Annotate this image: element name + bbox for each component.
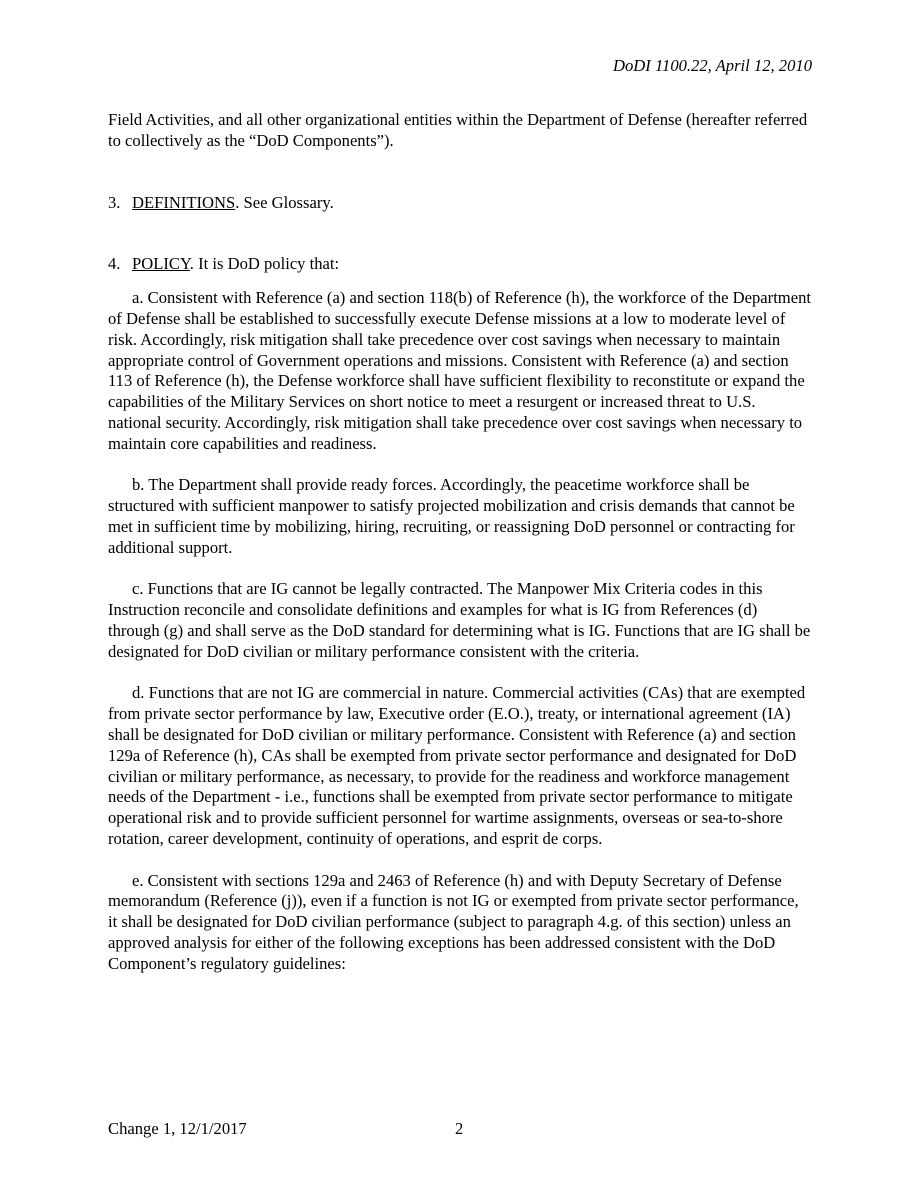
policy-paragraph-d: d. Functions that are not IG are commercial in nature. Commercial activities (CAs) that are exempted from private sector performance by law, Executive order (E.O.), treaty, or international agreement (IA) shall be designated for DoD civilian or military performance. Consistent with Reference (a) and section 129a of Reference (h), CAs shall be exempted from private sector performance and designated for DoD civilian or military performance, as necessary, to provide for the readiness and workforce management needs of the Department - i.e., functions shall be exempted from private sector performance to mitigate operational risk and to provide sufficient personnel for wartime assignments, overseas or sea-to-shore rotation, career development, continuity of operations, and esprit de corps. [108,683,806,848]
policy-paragraph-b: b. The Department shall provide ready forces. Accordingly, the peacetime workforce shall be structured with sufficient manpower to satisfy projected mobilization and crisis demands that cannot be met in sufficient time by mobilizing, hiring, recruiting, or reassigning DoD personnel or contracting for additional support. [108,475,795,557]
page-number: 2 [455,1119,464,1138]
section-policy [108,254,812,275]
section-text: . See Glossary. [235,192,334,212]
section-text: . It is DoD policy that: [189,254,340,274]
section-heading-definitions: DEFINITIONS [132,192,236,212]
section-heading-policy: POLICY [132,254,190,274]
body-text [108,110,812,995]
section-number: 4. [108,254,121,274]
running-header: DoDI 1100.22, April 12, 2010 [613,56,812,75]
continuation-paragraph: Field Activities, and all other organizational entities within the Department of Defense (hereafter referred to collectively as the “DoD Components”). [108,110,808,150]
policy-paragraph-e: e. Consistent with sections 129a and 2463 of Reference (h) and with Deputy Secretary of Defense memorandum (Reference (j)), even if a function is not IG or exempted from private sector performance, it shall be designated for DoD civilian performance (subject to paragraph 4.g. of this section) unless an approved analysis for either of the following exceptions has been addressed consistent with the DoD Component’s regulatory guidelines: [108,870,799,973]
section-definitions [108,193,812,214]
policy-paragraph-c: c. Functions that are IG cannot be legally contracted. The Manpower Mix Criteria codes in this Instruction reconcile and consolidate definitions and examples for what is IG from References (d) through (g) and shall serve as the DoD standard for determining what is IG. Functions that are IG shall be designated for DoD civilian or military performance consistent with the criteria. [108,579,811,661]
policy-paragraph-a: a. Consistent with Reference (a) and section 118(b) of Reference (h), the workforce of the Department of Defense shall be established to successfully execute Defense missions at a low to moderate level of risk. Accordingly, risk mitigation shall take precedence over cost savings when necessary to maintain appropriate control of Government operations and missions. Consistent with Reference (a) and section 113 of Reference (h), the Defense workforce shall have sufficient flexibility to reconstitute or expand the capabilities of the Military Services on short notice to meet a resurgent or increased threat to U.S. national security. Accordingly, risk mitigation shall take precedence over cost savings when necessary to maintain core capabilities and readiness. [108,288,811,453]
section-number: 3. [108,192,121,212]
page-footer [108,1119,812,1141]
change-note: Change 1, 12/1/2017 [108,1119,247,1138]
